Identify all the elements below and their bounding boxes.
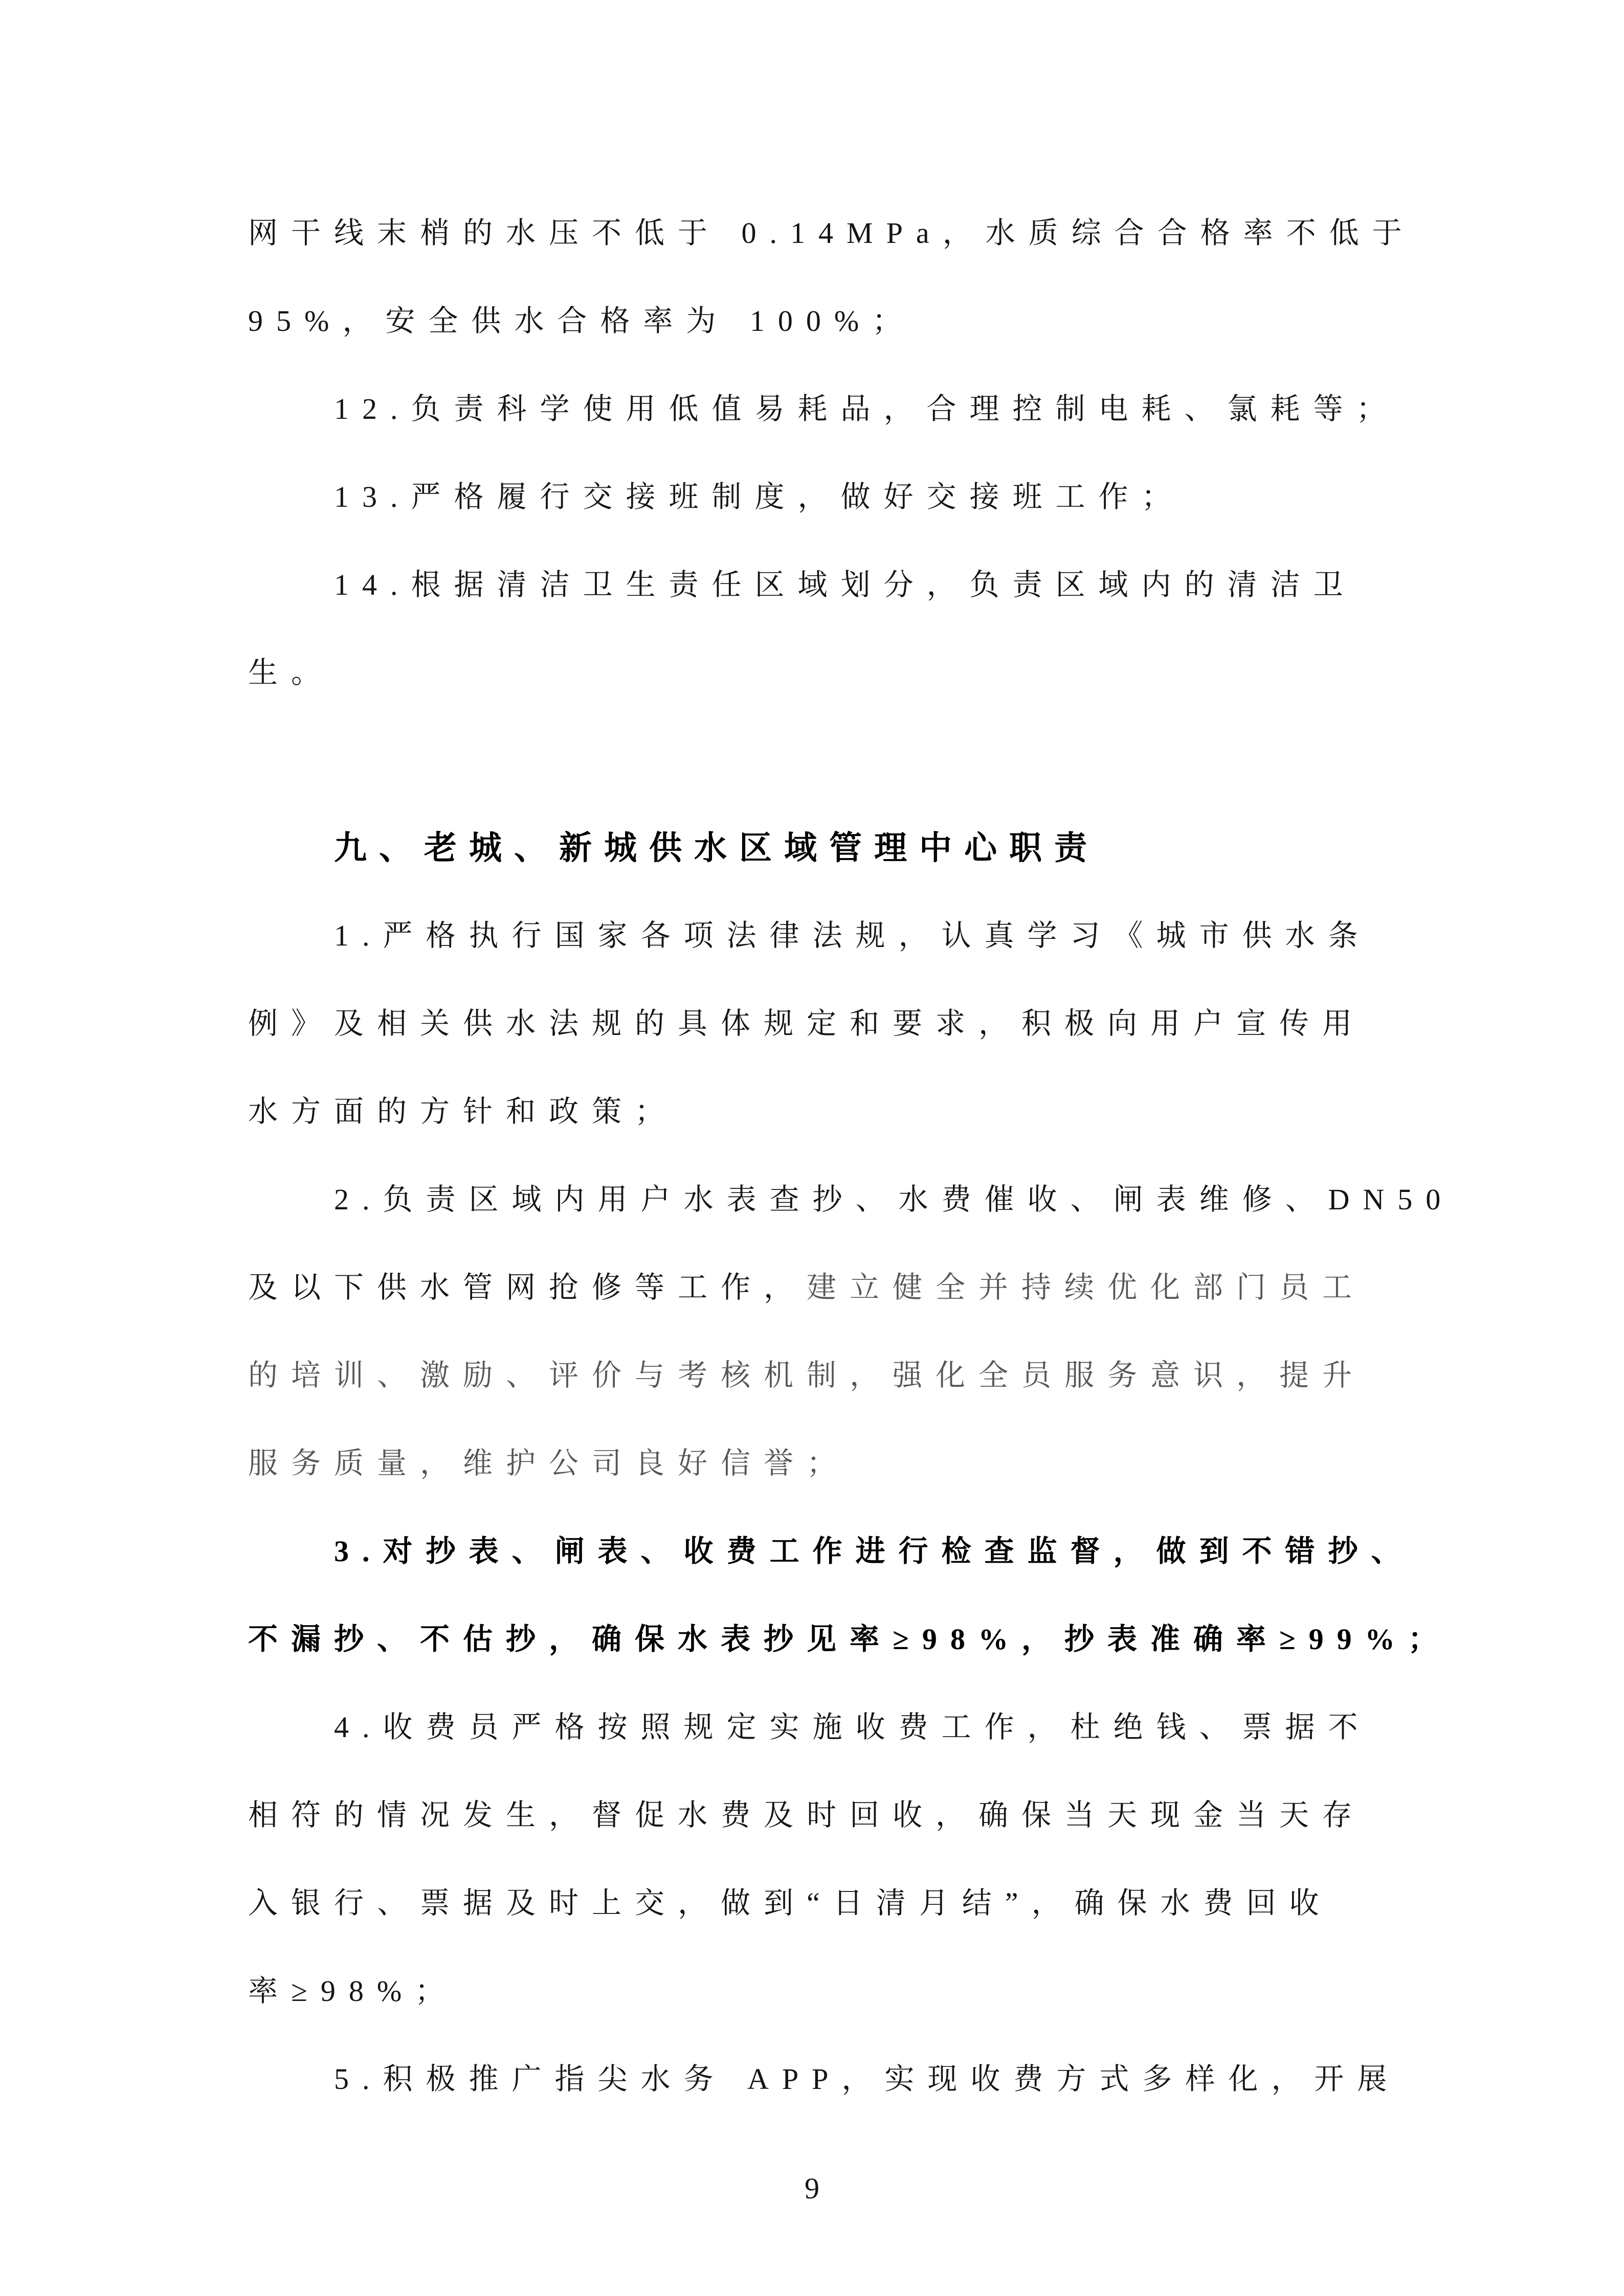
text-line: [248, 1947, 1404, 2035]
text-line: [248, 980, 1404, 1068]
text-segment: 九、老城、新城供水区域管理中心职责: [334, 829, 1099, 866]
text-line: [248, 1420, 1404, 1507]
text-segment: 不漏抄、不估抄，确保水表抄见率≥98%，抄表准确率≥99%；: [248, 1623, 1451, 1656]
text-segment: 4.收费员严格按照规定实施收费工作，杜绝钱、票据不: [334, 1710, 1371, 1744]
text-segment: 服务质量，维护公司良好信誉；: [248, 1447, 850, 1480]
text-line: [248, 1068, 1404, 1156]
text-segment: 14.根据清洁卫生责任区域划分，负责区域内的清洁卫: [334, 568, 1356, 601]
text-line: [248, 2035, 1404, 2123]
text-segment: 95%，安全供水合格率为 100%；: [248, 304, 916, 337]
text-segment: 生。: [248, 656, 335, 689]
section-heading: [248, 804, 1404, 892]
text-line: [248, 1244, 1404, 1332]
text-line: [248, 892, 1404, 980]
text-segment: 相符的情况发生，督促水费及时回收，确保当天现金当天存: [248, 1798, 1366, 1832]
text-segment: 2.负责区域内用户水表查抄、水费催收、闸表维修、DN50: [334, 1183, 1454, 1216]
text-line: [248, 1332, 1404, 1420]
text-segment: 水方面的方针和政策；: [248, 1095, 678, 1128]
text-segment: 1.严格执行国家各项法律法规，认真学习《城市供水条: [334, 919, 1371, 952]
text-line: [248, 453, 1404, 541]
text-segment: 12.负责科学使用低值易耗品，合理控制电耗、氯耗等；: [334, 392, 1399, 425]
text-line: [248, 365, 1404, 453]
text-line: [248, 541, 1404, 629]
text-line: [248, 1507, 1414, 1595]
text-line: [248, 629, 1404, 717]
text-segment: 及以下供水管网抢修等工作，: [248, 1271, 807, 1304]
text-segment: 入银行、票据及时上交，做到“日清月结”，确保水费回收: [248, 1886, 1332, 1920]
text-segment: 网干线末梢的水压不低于 0.14MPa，水质综合合格率不低于: [248, 216, 1415, 250]
text-segment: 建立健全并持续优化部门员工: [807, 1271, 1366, 1304]
text-line: [248, 1859, 1404, 1947]
document-body: [248, 189, 1454, 2123]
text-line: [248, 1683, 1404, 1771]
text-line: [248, 1771, 1404, 1859]
text-line: [248, 1156, 1454, 1244]
text-line: [248, 1595, 1451, 1683]
text-segment: 例》及相关供水法规的具体规定和要求，积极向用户宣传用: [248, 1007, 1366, 1040]
text-segment: 13.严格履行交接班制度，做好交接班工作；: [334, 480, 1185, 513]
text-line: [248, 189, 1415, 277]
text-segment: 率≥98%；: [248, 1974, 458, 2008]
text-segment: 3.对抄表、闸表、收费工作进行检查监督，做到不错抄、: [334, 1535, 1414, 1568]
page-number: 9: [805, 2172, 819, 2205]
text-segment: 的培训、激励、评价与考核机制，强化全员服务意识，提升: [248, 1359, 1366, 1392]
text-segment: 5.积极推广指尖水务 APP，实现收费方式多样化，开展: [334, 2062, 1400, 2096]
text-line: [248, 277, 1404, 365]
